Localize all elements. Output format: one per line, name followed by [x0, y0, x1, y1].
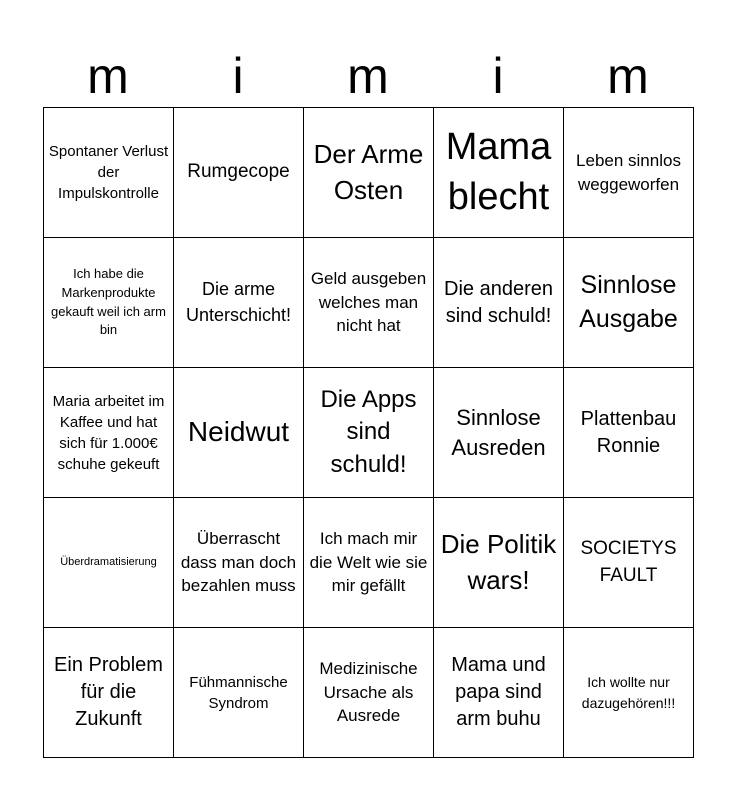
header-letter: i	[492, 48, 504, 104]
bingo-cell[interactable]: Neidwut	[174, 368, 304, 498]
header-letter: i	[232, 48, 244, 104]
bingo-cell[interactable]: Ich mach mir die Welt wie sie mir gefällt	[304, 498, 434, 628]
bingo-cell[interactable]: Sinnlose Ausgabe	[564, 238, 694, 368]
bingo-cell[interactable]: Spontaner Verlust der Impulskontrolle	[44, 108, 174, 238]
bingo-cell[interactable]: Mama und papa sind arm buhu	[434, 628, 564, 758]
bingo-cell[interactable]: SOCIETYS FAULT	[564, 498, 694, 628]
bingo-cell[interactable]: Ein Problem für die Zukunft	[44, 628, 174, 758]
bingo-cell[interactable]: Medizinische Ursache als Ausrede	[304, 628, 434, 758]
bingo-cell[interactable]: Die arme Unterschicht!	[174, 238, 304, 368]
bingo-cell[interactable]: Geld ausgeben welches man nicht hat	[304, 238, 434, 368]
bingo-board	[43, 107, 694, 758]
bingo-cell[interactable]: Ich wollte nur dazugehören!!!	[564, 628, 694, 758]
bingo-cell[interactable]: Mama blecht	[434, 108, 564, 238]
header-letter: m	[607, 48, 649, 104]
bingo-cell[interactable]: Leben sinnlos weggeworfen	[564, 108, 694, 238]
bingo-cell[interactable]: Fühmannische Syndrom	[174, 628, 304, 758]
bingo-header	[43, 40, 693, 108]
bingo-cell[interactable]: Rumgecope	[174, 108, 304, 238]
bingo-cell[interactable]: Überrascht dass man doch bezahlen muss	[174, 498, 304, 628]
header-letter: m	[347, 48, 389, 104]
bingo-cell[interactable]: Plattenbau Ronnie	[564, 368, 694, 498]
bingo-cell[interactable]: Überdramatisierung	[44, 498, 174, 628]
bingo-cell[interactable]: Der Arme Osten	[304, 108, 434, 238]
bingo-cell[interactable]: Die Apps sind schuld!	[304, 368, 434, 498]
bingo-cell[interactable]: Ich habe die Markenprodukte gekauft weil ich arm bin	[44, 238, 174, 368]
bingo-cell[interactable]: Maria arbeitet im Kaffee und hat sich für 1.000€ schuhe gekeuft	[44, 368, 174, 498]
bingo-cell[interactable]: Die anderen sind schuld!	[434, 238, 564, 368]
header-letter: m	[87, 48, 129, 104]
bingo-cell[interactable]: Sinnlose Ausreden	[434, 368, 564, 498]
bingo-cell[interactable]: Die Politik wars!	[434, 498, 564, 628]
